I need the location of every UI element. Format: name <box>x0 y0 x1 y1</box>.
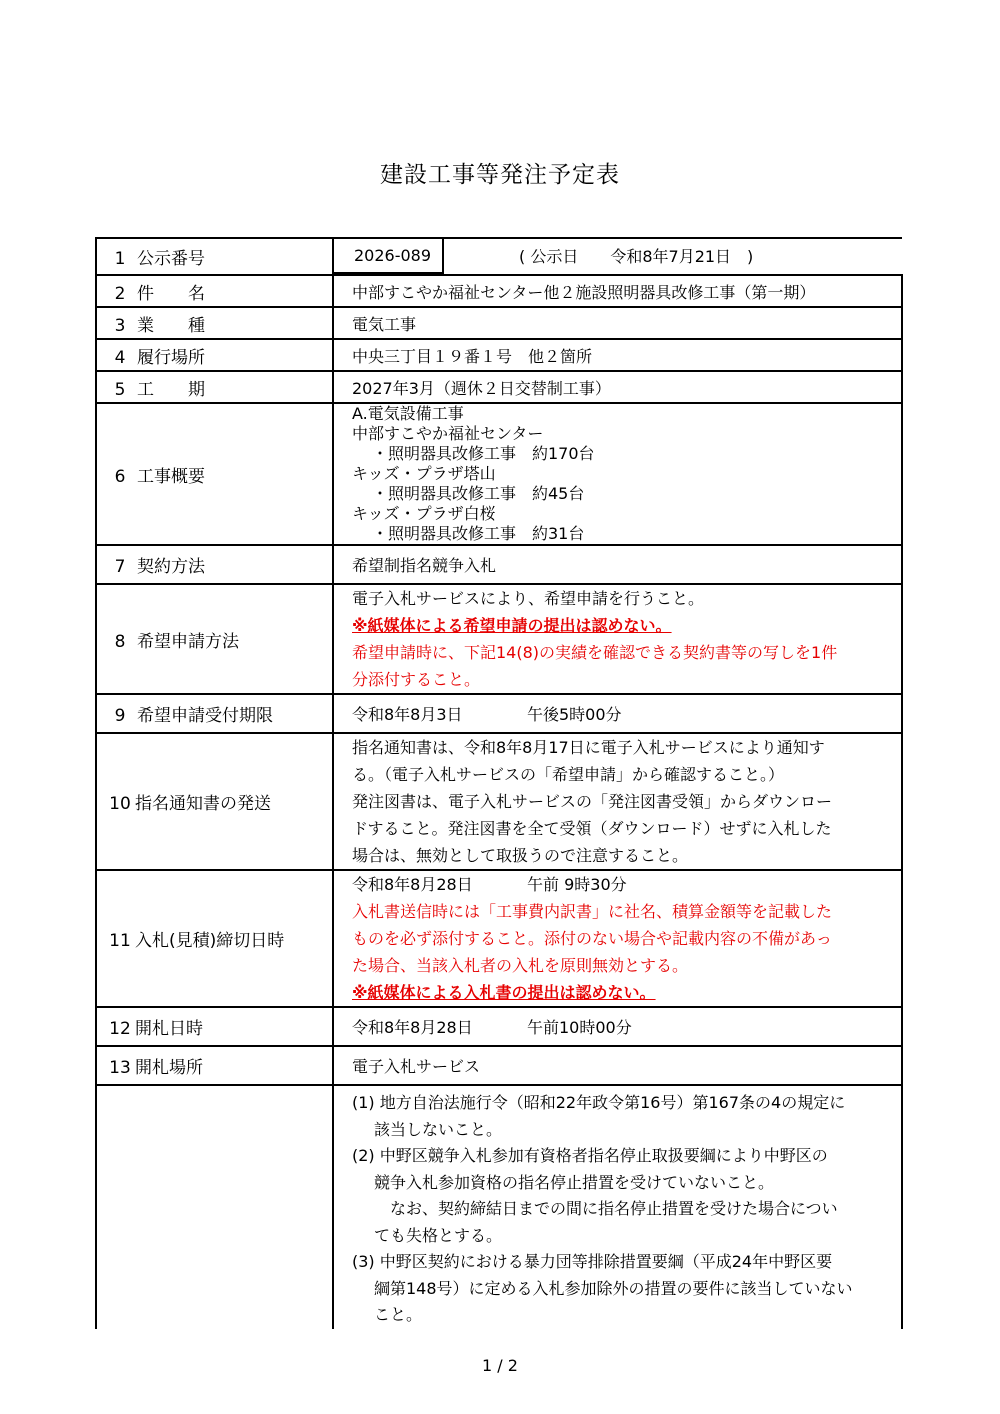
page-title: 建設工事等発注予定表 <box>380 162 620 188</box>
application-deadline-value <box>333 694 902 733</box>
overview-line: ・照明器具改修工事 約170台 <box>372 444 595 463</box>
bid-date: 令和8年8月28日 <box>352 875 473 894</box>
opening-datetime-value <box>333 1007 902 1046</box>
row-qualifications <box>96 1085 902 1329</box>
label-text: 指名通知書の発送 <box>135 794 271 814</box>
label-text: 履行場所 <box>137 347 205 368</box>
row-number: 10 <box>109 794 131 814</box>
label-text: 開札日時 <box>135 1019 203 1039</box>
notice-line: 指名通知書は、令和8年8月17日に電子入札サービスにより通知す <box>352 738 825 757</box>
label-text: 希望申請受付期限 <box>137 706 273 726</box>
application-line-red: 希望申請時に、下記14(8)の実績を確認できる契約書等の写しを1件 <box>352 643 838 662</box>
qualification-line: (2) 中野区競争入札参加有資格者指名停止取扱要綱により中野区の <box>352 1146 828 1165</box>
overview-value <box>333 403 902 545</box>
nomination-notice-value <box>333 733 902 870</box>
qualifications-value <box>333 1085 902 1329</box>
notice-line: る。（電子入札サービスの「希望申請」から確認すること。） <box>352 765 785 784</box>
qualification-line: ても失格とする。 <box>374 1225 503 1245</box>
row-number: 8 <box>114 631 126 652</box>
row-industry <box>96 307 902 339</box>
row-label <box>96 238 333 275</box>
qualification-line: (3) 中野区契約における暴力団等排除措置要綱（平成24年中野区要 <box>352 1252 833 1271</box>
qualification-line: 該当しないこと。 <box>374 1119 503 1139</box>
label-text: 入札(見積)締切日時 <box>135 931 285 951</box>
period-value: 2027年3月（週休２日交替制工事） <box>333 371 902 403</box>
label-text: 業 種 <box>137 315 205 336</box>
row-number: 12 <box>109 1019 131 1039</box>
notice-line: 場合は、無効として取扱うので注意すること。 <box>352 846 689 865</box>
row-location <box>96 339 902 371</box>
row-number: 9 <box>114 706 126 726</box>
row-overview <box>96 403 902 545</box>
deadline-date: 令和8年8月3日 <box>352 705 463 724</box>
row-nomination-notice <box>96 733 902 870</box>
schedule-table <box>95 237 903 1329</box>
notice-line: ドすること。発注図書を全て受領（ダウンロード）せずに入札した <box>352 819 832 838</box>
label-text: 工事概要 <box>137 466 205 487</box>
overview-line: ・照明器具改修工事 約45台 <box>372 484 585 503</box>
qualification-line: (1) 地方自治法施行令（昭和22年政令第16号）第167条の4の規定に <box>352 1093 846 1112</box>
location-value: 中央三丁目１９番１号 他２箇所 <box>333 339 902 371</box>
row-opening-datetime <box>96 1007 902 1046</box>
notice-line: 発注図書は、電子入札サービスの「発注図書受領」からダウンロー <box>352 792 833 811</box>
qualification-line: 綱第148号）に定める入札参加除外の措置の要件に該当していない <box>374 1278 853 1298</box>
row-number: 1 <box>114 249 126 269</box>
qualification-line: こと。 <box>374 1305 423 1324</box>
bid-deadline-value <box>333 870 902 1007</box>
row-notice-number <box>96 238 902 275</box>
label-text: 開札場所 <box>135 1058 203 1078</box>
overview-line: A.電気設備工事 <box>352 404 464 423</box>
notice-date: ( 公示日 令和8年7月21日 ) <box>519 247 754 266</box>
row-number: 7 <box>114 557 126 577</box>
qualification-line: 競争入札参加資格の指名停止措置を受けていないこと。 <box>374 1172 775 1192</box>
row-value <box>333 238 902 275</box>
row-opening-place <box>96 1046 902 1085</box>
bid-line-red: た場合、当該入札者の入札を原則無効とする。 <box>352 956 689 975</box>
row-application-method <box>96 584 902 694</box>
row-number: 3 <box>114 315 126 336</box>
contract-method-value: 希望制指名競争入札 <box>333 545 902 584</box>
application-line: 電子入札サービスにより、希望申請を行うこと。 <box>352 589 705 608</box>
overview-line: 中部すこやか福祉センター <box>352 424 544 443</box>
row-contract-method <box>96 545 902 584</box>
overview-line: ・照明器具改修工事 約31台 <box>372 524 585 543</box>
application-method-value <box>333 584 902 694</box>
qualifications-label <box>96 1085 333 1329</box>
row-number: 11 <box>109 931 131 951</box>
row-project-name <box>96 275 902 307</box>
bid-line-red: 入札書送信時には「工事費内訳書」に社名、積算金額等を記載した <box>352 902 833 921</box>
row-number: 4 <box>114 347 126 368</box>
bid-time: 午前 9時30分 <box>527 875 627 894</box>
row-period <box>96 371 902 403</box>
opening-date: 令和8年8月28日 <box>352 1018 473 1037</box>
row-number: 13 <box>109 1058 131 1078</box>
overview-line: キッズ・プラザ塔山 <box>352 464 496 483</box>
label-text: 公示番号 <box>137 249 205 269</box>
paper-bid-prohibition-note: ※紙媒体による入札書の提出は認めない。 <box>352 983 656 1002</box>
label-text: 工 期 <box>137 379 205 400</box>
row-number: 2 <box>114 283 126 304</box>
label-text: 契約方法 <box>137 557 205 577</box>
paper-prohibition-note: ※紙媒体による希望申請の提出は認めない。 <box>352 616 672 635</box>
deadline-time: 午後5時00分 <box>527 705 622 724</box>
project-name-value: 中部すこやか福祉センター他２施設照明器具改修工事（第一期） <box>333 275 902 307</box>
label-text: 件 名 <box>137 283 205 304</box>
overview-line: キッズ・プラザ白桜 <box>352 504 496 523</box>
qualification-line: なお、契約締結日までの間に指名停止措置を受けた場合につい <box>390 1199 838 1218</box>
application-line-red: 分添付すること。 <box>352 670 481 689</box>
bid-line-red: ものを必ず添付すること。添付のない場合や記載内容の不備があっ <box>352 929 832 948</box>
industry-value: 電気工事 <box>333 307 902 339</box>
page-number: 1 / 2 <box>482 1356 518 1375</box>
row-bid-deadline <box>96 870 902 1007</box>
row-number: 5 <box>114 379 126 400</box>
label-text: 希望申請方法 <box>137 631 239 652</box>
opening-time: 午前10時00分 <box>527 1018 632 1037</box>
row-application-deadline <box>96 694 902 733</box>
notice-number-box: 2026-089 <box>332 237 444 274</box>
opening-place-value: 電子入札サービス <box>333 1046 902 1085</box>
row-number: 6 <box>114 466 126 487</box>
